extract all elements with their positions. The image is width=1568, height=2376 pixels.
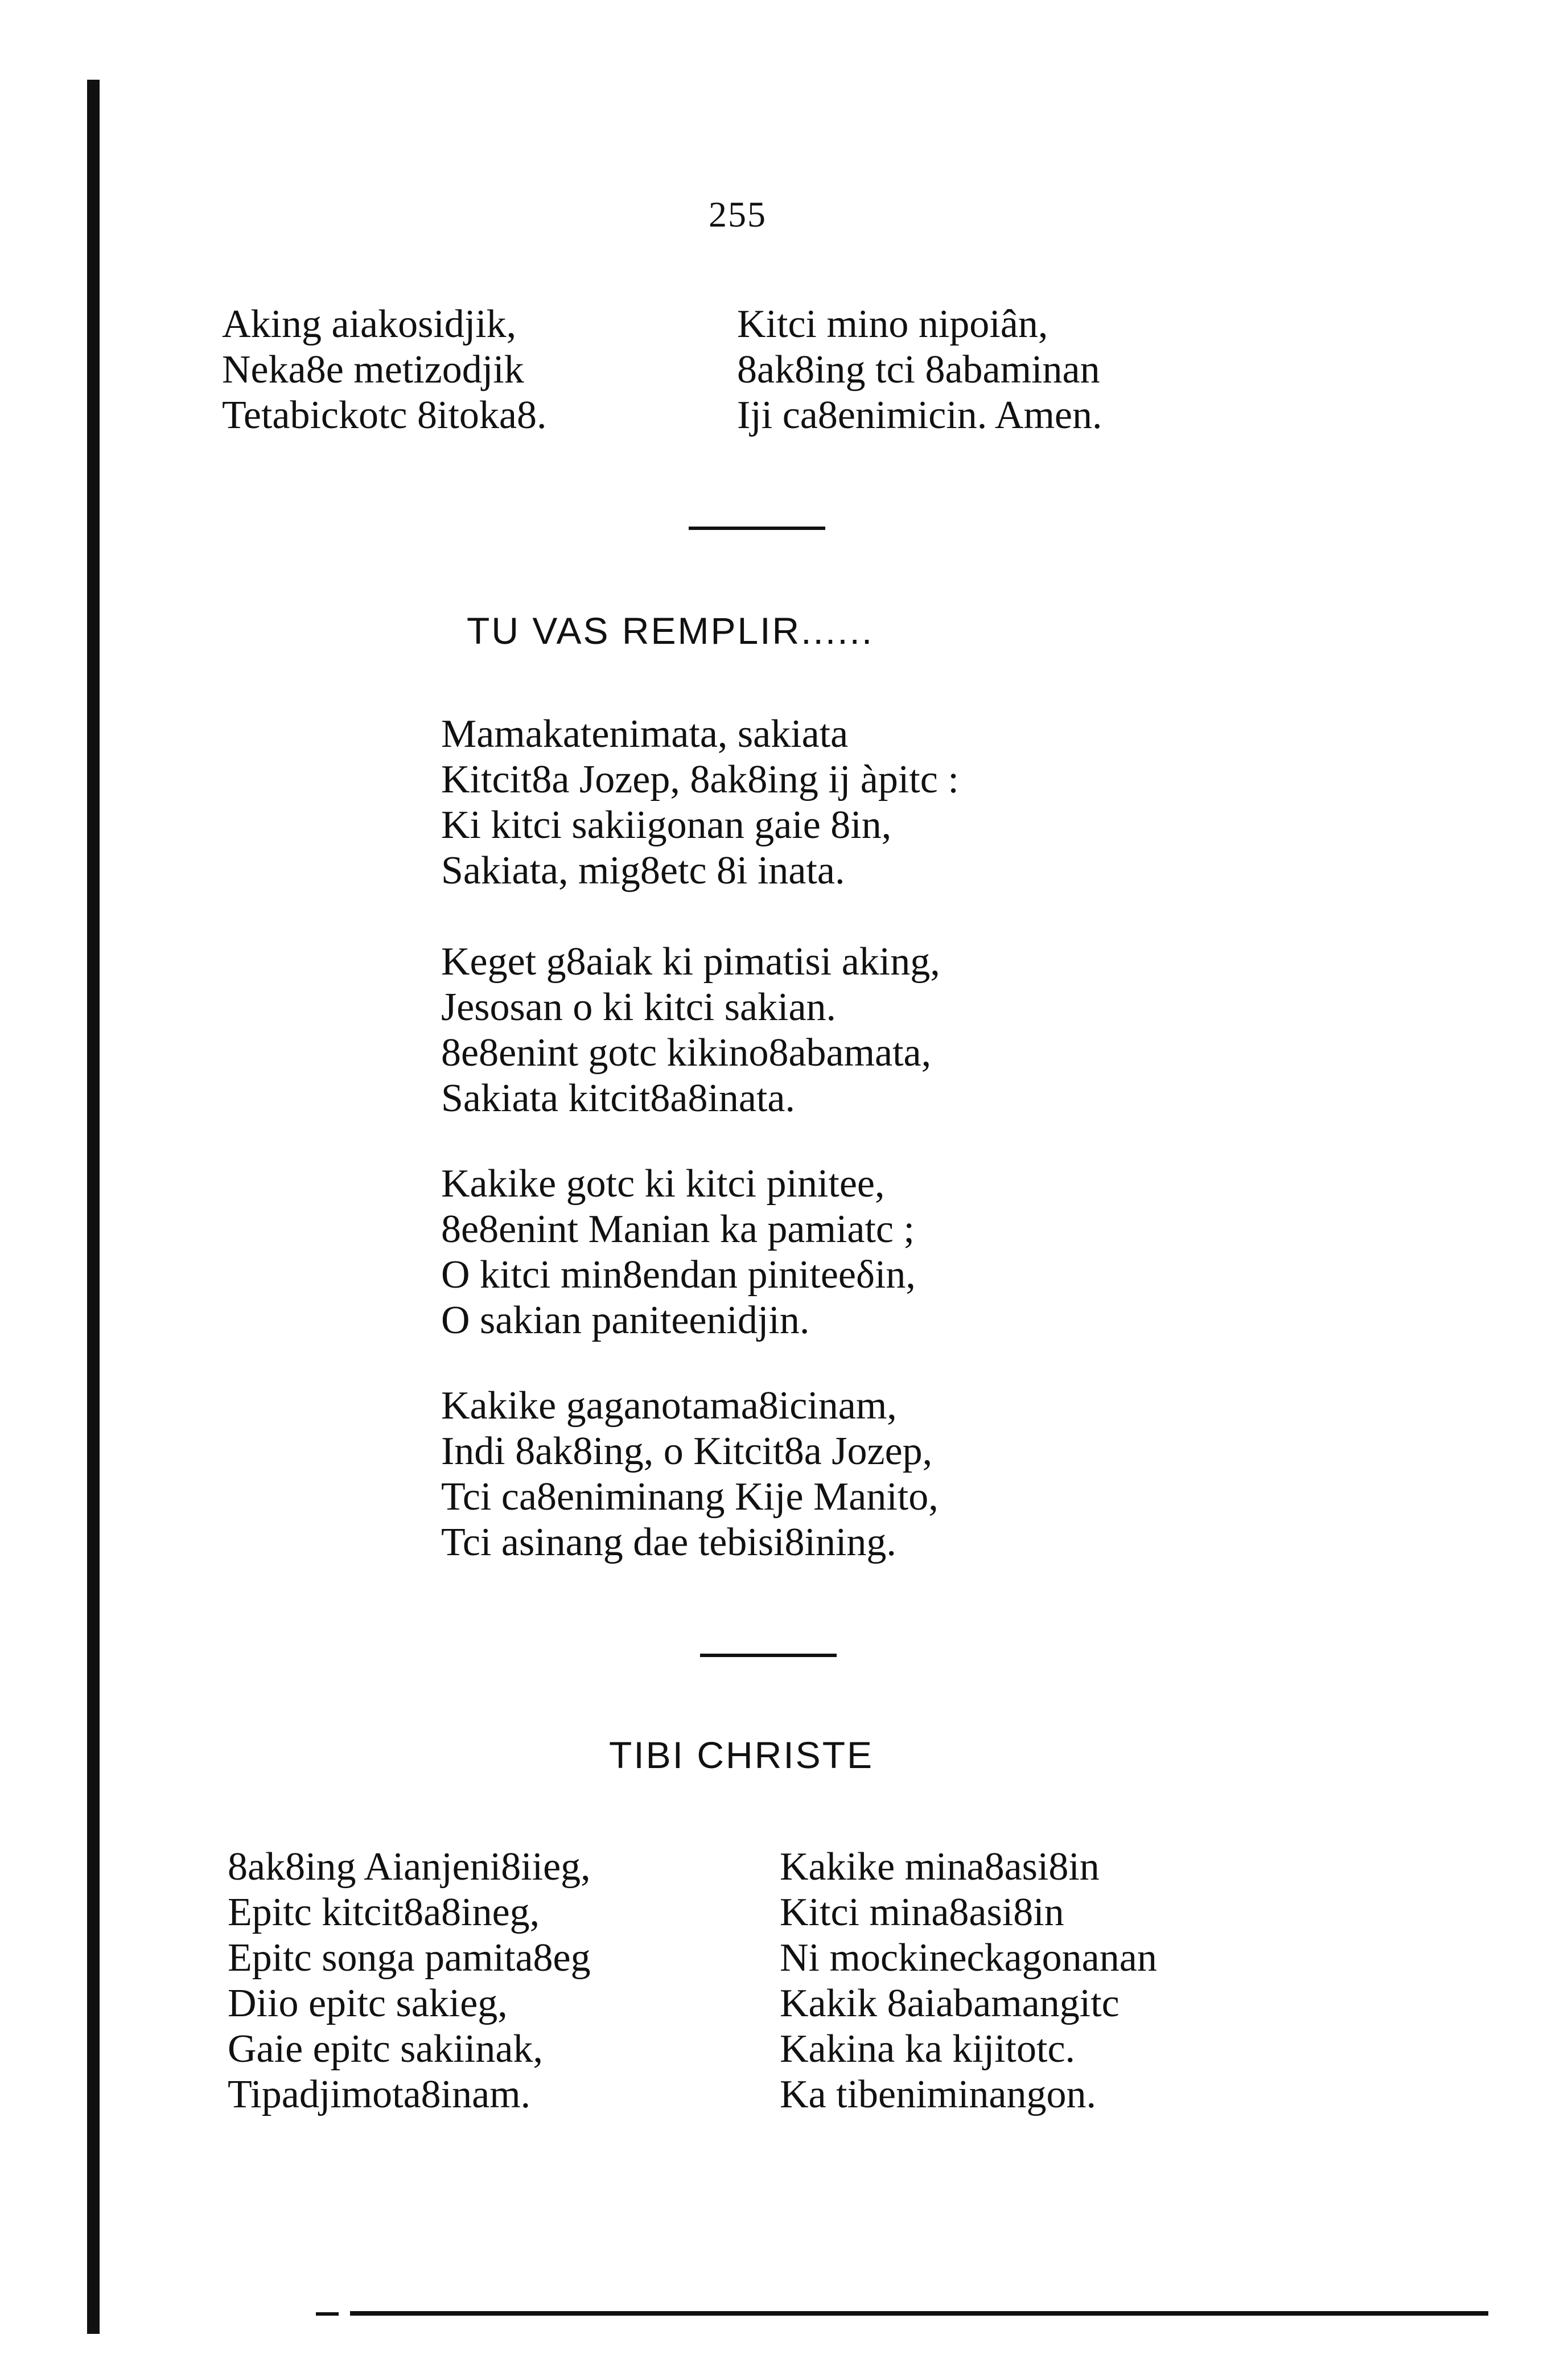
verse-line: 8ak8ing tci 8abaminan [737, 348, 1100, 392]
verse-line: Indi 8ak8ing, o Kitcit8a Jozep, [441, 1429, 933, 1473]
verse-line: Ki kitci sakiigonan gaie 8in, [441, 803, 892, 847]
hymn2-left-stanza [228, 1844, 591, 2118]
verse-line: Tipadjimota8inam. [228, 2073, 531, 2116]
verse-line: Epitc kitcit8a8ineg, [228, 1890, 540, 1934]
hymn2-right-stanza [780, 1844, 1157, 2118]
verse-line: Sakiata, mig8etc 8i inata. [441, 849, 845, 893]
verse-line: Keget g8aiak ki pimatisi aking, [441, 940, 940, 984]
verse-line: Kakike gotc ki kitci pinitee, [441, 1162, 885, 1206]
verse-line: Tetabickotc 8itoka8. [222, 393, 547, 437]
page-number: 255 [709, 194, 767, 235]
section-divider [689, 527, 825, 530]
verse-line: Kitcit8a Jozep, 8ak8ing ij àpitc : [441, 758, 959, 801]
binding-edge-rule [87, 80, 100, 2334]
hymn-title: TU VAS REMPLIR...... [467, 610, 874, 652]
hymn-stanza-2 [441, 939, 940, 1121]
verse-line: Tci asinang dae tebisi8ining. [441, 1520, 896, 1564]
verse-line: Ni mockineckagonanan [780, 1936, 1157, 1980]
verse-line: Tci ca8eniminang Kije Manito, [441, 1475, 939, 1519]
hymn-stanza-1 [441, 712, 959, 894]
verse-line: Kakina ka kijitotc. [780, 2027, 1076, 2071]
footer-dash [316, 2312, 339, 2316]
verse-line: O sakian paniteenidjin. [441, 1298, 810, 1342]
hymn-stanza-4 [441, 1383, 939, 1565]
section-divider [700, 1654, 837, 1657]
verse-line: Kitci mino nipoiân, [737, 302, 1048, 346]
verse-line: Ka tibeniminangon. [780, 2073, 1097, 2116]
verse-line: Diio epitc sakieg, [228, 1982, 508, 2025]
verse-line: Sakiata kitcit8a8inata. [441, 1076, 796, 1120]
verse-line: Neka8e metizodjik [222, 348, 524, 392]
verse-line: Jesosan o ki kitci sakian. [441, 985, 837, 1029]
verse-line: O kitci min8endan piniteeδin, [441, 1253, 916, 1297]
hymn-title: TIBI CHRISTE [609, 1734, 874, 1776]
verse-line: Kitci mina8asi8in [780, 1890, 1064, 1934]
verse-line: Mamakatenimata, sakiata [441, 712, 849, 756]
verse-line: Kakik 8aiabamangitc [780, 1982, 1120, 2025]
verse-line: Epitc songa pamita8eg [228, 1936, 591, 1980]
verse-line: Kakike mina8asi8in [780, 1845, 1100, 1889]
verse-line: Aking aiakosidjik, [222, 302, 517, 346]
verse-line: Iji ca8enimicin. Amen. [737, 393, 1102, 437]
verse-line: Kakike gaganotama8icinam, [441, 1384, 897, 1428]
hymn-stanza-3 [441, 1161, 916, 1343]
footer-rule [350, 2311, 1488, 2316]
top-left-stanza [222, 302, 546, 438]
verse-line: 8e8enint Manian ka pamiatc ; [441, 1207, 915, 1251]
verse-line: 8ak8ing Aianjeni8iieg, [228, 1845, 591, 1889]
verse-line: Gaie epitc sakiinak, [228, 2027, 543, 2071]
top-right-stanza [737, 302, 1102, 438]
verse-line: 8e8enint gotc kikino8abamata, [441, 1031, 932, 1075]
